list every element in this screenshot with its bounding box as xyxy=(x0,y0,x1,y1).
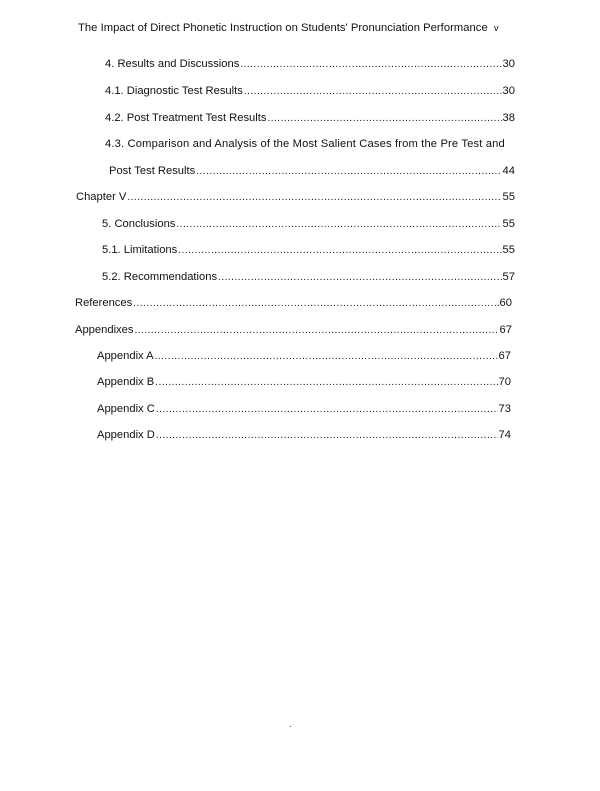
toc-entry-page: 67 xyxy=(498,350,511,362)
toc-entry-label: Appendix B xyxy=(97,376,155,388)
toc-entry-label: 4.1. Diagnostic Test Results xyxy=(105,85,243,97)
toc-leader-dots xyxy=(134,323,498,339)
toc-entry-label: 4.2. Post Treatment Test Results xyxy=(105,112,267,124)
toc-entry-label[interactable]: 4.3. Comparison and Analysis of the Most Salient Cases from the Pre Test and xyxy=(105,138,505,150)
toc-leader-dots xyxy=(155,375,497,391)
toc-entry[interactable] xyxy=(105,56,515,72)
toc-leader-dots xyxy=(178,243,501,259)
toc-entry[interactable] xyxy=(109,163,515,179)
toc-leader-dots xyxy=(244,84,502,100)
header-page-number: v xyxy=(493,23,499,34)
toc-entry-label: Chapter V xyxy=(76,191,127,203)
toc-entry[interactable] xyxy=(105,110,515,126)
toc-entry-page: 55 xyxy=(502,191,515,203)
toc-entry[interactable] xyxy=(105,83,515,99)
toc-entry[interactable] xyxy=(75,295,512,311)
toc-entry[interactable] xyxy=(76,189,515,205)
toc-leader-dots xyxy=(127,190,501,206)
toc-entry-page: 74 xyxy=(498,429,511,441)
toc-entry-page: 60 xyxy=(499,297,512,309)
toc-leader-dots xyxy=(133,296,498,312)
toc-entry-page: 38 xyxy=(502,112,515,124)
toc-leader-dots xyxy=(218,270,502,286)
toc-entry-label: 4. Results and Discussions xyxy=(105,58,240,70)
toc-entry-page: 70 xyxy=(498,376,511,388)
toc-leader-dots xyxy=(176,217,501,233)
toc-entry-label: 5. Conclusions xyxy=(102,218,176,230)
toc-entry-page: 30 xyxy=(502,58,515,70)
toc-entry-page: 55 xyxy=(502,244,515,256)
toc-entry-label: References xyxy=(75,297,133,309)
toc-leader-dots xyxy=(155,349,498,365)
toc-entry-label: Appendix D xyxy=(97,429,155,441)
toc-entry-label: Appendix A xyxy=(97,350,154,362)
toc-entry-label: Appendixes xyxy=(75,324,134,336)
toc-entry-page: 57 xyxy=(502,271,515,283)
toc-leader-dots xyxy=(196,164,501,180)
toc-entry[interactable] xyxy=(75,322,512,338)
toc-entry[interactable] xyxy=(102,269,515,285)
header-title: The Impact of Direct Phonetic Instruction on Students' Pronunciation Performance xyxy=(78,22,488,34)
toc-leader-dots xyxy=(267,111,501,127)
footer-mark: . xyxy=(289,719,292,729)
toc-entry[interactable] xyxy=(97,427,511,443)
toc-entry-continuation: Post Test Results xyxy=(109,165,196,177)
toc-entry[interactable] xyxy=(102,216,515,232)
toc-entry-page: 44 xyxy=(502,165,515,177)
toc-entry-label: Appendix C xyxy=(97,403,155,415)
toc-entry[interactable] xyxy=(97,374,511,390)
toc-entry[interactable] xyxy=(102,242,515,258)
toc-entry-page: 67 xyxy=(499,324,512,336)
toc-entry-page: 55 xyxy=(502,218,515,230)
toc-leader-dots xyxy=(156,402,498,418)
toc-entry-label: 5.1. Limitations xyxy=(102,244,178,256)
toc-entry-label: 5.2. Recommendations xyxy=(102,271,218,283)
toc-entry-page: 73 xyxy=(498,403,511,415)
toc-leader-dots xyxy=(240,57,501,73)
toc-entry[interactable] xyxy=(97,348,511,364)
toc-entry[interactable] xyxy=(97,401,511,417)
toc-entry-page: 30 xyxy=(502,85,515,97)
toc-leader-dots xyxy=(156,428,498,444)
